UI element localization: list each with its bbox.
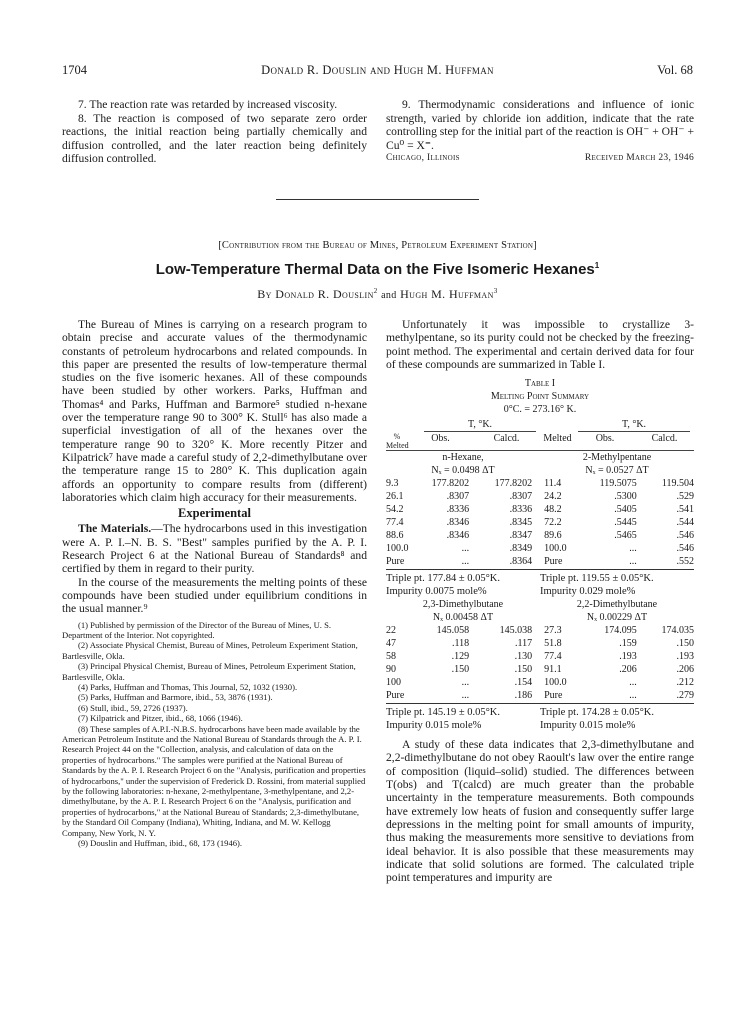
melted-cell: 51.8 — [544, 638, 562, 650]
materials-paragraph — [62, 522, 367, 575]
calcd-cell: .206 — [676, 664, 695, 676]
melting-points-paragraph: In the course of the measurements the melting points of these compounds have been studied under equilibrium conditions in the usual manner.⁹ — [62, 575, 367, 616]
running-header — [62, 63, 693, 81]
table-row — [386, 477, 694, 490]
table-row — [386, 624, 694, 637]
pct-symbol: % — [393, 432, 401, 442]
table-row — [386, 689, 694, 702]
table-block — [386, 598, 694, 732]
melted-cell: 100 — [386, 677, 401, 689]
table-row — [386, 650, 694, 663]
melted-cell: 26.1 — [386, 491, 404, 503]
calcd-cell: .8307 — [509, 491, 533, 503]
calcd-cell: .130 — [514, 651, 533, 663]
table-header — [386, 418, 694, 451]
table-row — [386, 663, 694, 676]
footnotes — [62, 620, 367, 849]
calcd-cell: .186 — [514, 690, 533, 702]
calcd-cell: .8336 — [509, 504, 533, 516]
footnote-2: (2) Associate Physical Chemist, Bureau of Mines, Petroleum Experiment Station, Bartlesville, Okla. — [62, 640, 358, 661]
mole-fraction-formula: Nₓ 0.00229 ΔT — [586, 612, 648, 624]
obs-cell: .5445 — [614, 517, 637, 529]
melted-cell: 88.6 — [386, 530, 404, 542]
running-title: Donald R. Douslin and Hugh M. Huffman — [261, 63, 494, 77]
obs-cell: .8346 — [446, 517, 470, 529]
calcd-cell: .8364 — [509, 556, 533, 568]
right-paragraph-2: A study of these data indicates that 2,3-dimethylbutane and 2,2-dimethylbutane do not obey Raoult's law over the entire range of composition (liquid–solid) studied. The differences between T(obs) and T(calcd) are much greater than the probable uncertainty in the temperature measurements. Both compounds have extremely low heats of fusion and consequently suffer large depressions in the melting point for small amounts of impurity, thus making the measurements more sensitive to deviations from ideal behavior. It is also possible that these measurements may indicate that solid solutions are formed. The calculated triple point temperatures and impurity are — [386, 738, 694, 885]
table-row — [386, 542, 694, 555]
page-number: 1704 — [62, 63, 87, 77]
obs-cell: .5300 — [614, 491, 637, 503]
and-word: and — [381, 290, 397, 301]
obs-cell: ... — [629, 690, 637, 702]
t-header-right: T, °K. — [578, 418, 690, 432]
footnote-8: (8) These samples of A.P.I.-N.B.S. hydrocarbons have been made available by the American Petroleum Institute and the National Bureau of Standards through the A. P. I. Research Project 44 on the "Collection, analysis, and calculation of data on the properties of hydrocarbons." The samples were purified at the National Bureau of Standards by the A. P. I. Research Project 6 on the "Analysis, purification and properties of hydrocarbons," under the supervision of Frederick D. Rossini, from material supplied by the following laboratories: n-hexane, 2-methylpentane, 3-methylpentane, and 2,2-dimethylbutane, by the A. P. I. Research Project 6 on the "Analysis, purification and properties of hydrocarbons," at the National Bureau of Standards; 2,3-dimethylbutane, by the Standard Oil Company (Indiana), Whiting, Indiana, and M. W. Kellogg Company, New York, N. Y. — [62, 723, 366, 838]
obs-cell: .150 — [451, 664, 470, 676]
footnote-9: (9) Douslin and Huffman, ibid., 68, 173 (1946). — [78, 838, 243, 849]
melted-cell: 90 — [386, 664, 396, 676]
obs-cell: .159 — [619, 638, 637, 650]
melted-label: Melted — [386, 441, 409, 451]
footnote-1: (1) Published by permission of the Director of the Bureau of Mines, U. S. Department of the Interior. Not copyrighted. — [62, 619, 331, 640]
table-row — [386, 516, 694, 529]
calcd-cell: 174.035 — [661, 625, 695, 637]
author-2: Hugh M. Huffman — [400, 287, 494, 301]
calcd-header-right: Calcd. — [651, 433, 678, 445]
obs-cell: .8307 — [446, 491, 470, 503]
article-left-column — [62, 318, 367, 848]
table-1 — [386, 377, 694, 732]
obs-header-right: Obs. — [595, 433, 615, 445]
article-right-column — [386, 318, 694, 884]
impurity-value: Impurity 0.015 mole% — [540, 720, 636, 732]
table-row — [386, 676, 694, 689]
obs-cell: .193 — [619, 651, 637, 663]
calcd-cell: .529 — [676, 491, 695, 503]
melted-cell: 100.0 — [544, 677, 567, 689]
author-1: Donald R. Douslin — [275, 287, 374, 301]
calcd-header-left: Calcd. — [493, 433, 520, 445]
obs-cell: ... — [629, 543, 637, 555]
calcd-cell: .279 — [676, 690, 695, 702]
obs-cell: .129 — [451, 651, 470, 663]
mole-fraction-formula: Nₓ = 0.0527 ΔT — [585, 465, 649, 477]
melted-cell: 24.2 — [544, 491, 562, 503]
calcd-cell: .150 — [514, 664, 533, 676]
melted-cell: 47 — [386, 638, 396, 650]
t-header-left: T, °K. — [424, 418, 536, 432]
calcd-cell: .154 — [514, 677, 533, 689]
by-word: By — [257, 287, 272, 301]
calcd-cell: .212 — [676, 677, 695, 689]
melted-cell: 72.2 — [544, 517, 562, 529]
melted-cell: Pure — [544, 556, 563, 568]
triple-point: Triple pt. 177.84 ± 0.05°K. — [386, 573, 500, 585]
obs-cell: .118 — [451, 638, 470, 650]
calcd-cell: .546 — [676, 530, 695, 542]
table-row — [386, 637, 694, 650]
calcd-cell: 145.038 — [499, 625, 533, 637]
footnote-5: (5) Parks, Huffman and Barmore, ibid., 53, 3876 (1931). — [78, 692, 273, 703]
calcd-cell: .193 — [676, 651, 695, 663]
calcd-cell: .8349 — [509, 543, 533, 555]
table-label: Table I — [524, 378, 556, 390]
obs-cell: ... — [461, 677, 470, 689]
obs-cell: 177.8202 — [431, 478, 470, 490]
melted-cell: 100.0 — [544, 543, 567, 555]
impurity-value: Impurity 0.015 mole% — [386, 720, 482, 732]
obs-cell: ... — [629, 677, 637, 689]
compound-name: n-Hexane, — [442, 452, 484, 464]
impurity-value: Impurity 0.0075 mole% — [386, 586, 487, 598]
table-block — [386, 451, 694, 598]
melted-cell: 58 — [386, 651, 396, 663]
conclusion-9: 9. Thermodynamic considerations and influence of ionic strength, varied by chloride ion addition, indicate that the rate controlling step for the initial part of the reaction is OH⁻ + OH⁻ + Cu⁰ = X⁼. — [386, 98, 694, 152]
calcd-cell: 119.504 — [661, 478, 695, 490]
article-separator — [276, 199, 479, 200]
table-row — [386, 503, 694, 516]
mole-fraction-formula: Nₓ = 0.0498 ΔT — [431, 465, 495, 477]
compound-name: 2-Methylpentane — [582, 452, 652, 464]
melted-cell: 11.4 — [544, 478, 562, 490]
melted-cell: 77.4 — [386, 517, 404, 529]
table-caption: Melting Point Summary — [490, 391, 590, 403]
obs-cell: ... — [461, 556, 470, 568]
obs-cell: .5405 — [614, 504, 637, 516]
table-zero-note: 0°C. = 273.16° K. — [503, 404, 577, 416]
experimental-heading: Experimental — [178, 506, 251, 521]
footnote-7: (7) Kilpatrick and Pitzer, ibid., 68, 1066 (1946). — [78, 713, 243, 724]
materials-heading: The Materials. — [78, 522, 152, 536]
prev-article-right — [386, 98, 694, 166]
melted-cell: Pure — [386, 690, 405, 702]
melted-cell: 9.3 — [386, 478, 399, 490]
obs-cell: .206 — [619, 664, 637, 676]
melted-cell: Pure — [386, 556, 405, 568]
calcd-cell: .117 — [514, 638, 533, 650]
author-2-mark: 3 — [493, 287, 498, 295]
right-paragraph-1: Unfortunately it was impossible to crystallize 3-methylpentane, so its purity could not be checked by the freezing-point method. The experimental and certain derived data for four of these compounds are summarized in Table I. — [386, 318, 694, 371]
obs-cell: .8336 — [446, 504, 470, 516]
melted-cell: 48.2 — [544, 504, 562, 516]
prev-received: Received March 23, 1946 — [584, 153, 694, 163]
calcd-cell: .8345 — [509, 517, 533, 529]
prev-article-left — [62, 98, 367, 166]
melted-cell: Pure — [544, 690, 563, 702]
table-row — [386, 555, 694, 568]
table-row — [386, 490, 694, 503]
mole-fraction-formula: Nₓ 0.00458 ΔT — [432, 612, 494, 624]
obs-cell: 174.095 — [604, 625, 637, 637]
melted-cell: 91.1 — [544, 664, 562, 676]
calcd-cell: .150 — [676, 638, 695, 650]
table-body — [386, 451, 694, 732]
calcd-cell: 177.8202 — [494, 478, 533, 490]
intro-paragraph: The Bureau of Mines is carrying on a research program to obtain precise and accurate values of the thermodynamic constants of petroleum hydrocarbons and related compounds. In this paper are presented the results of low-temperature thermal studies on the five isomeric hexanes. All of these compounds have been studied by other workers. Parks, Huffman and Thomas⁴ and Parks, Huffman and Barmore⁵ studied n-hexane over the temperature range 90 to 300° K. Stull⁶ has also made a superficial investigation of all of the hexanes over the temperature range 90 to 320° K. More recently Pitzer and Kilpatrick⁷ have made a careful study of 2,2-dimethylbutane over the temperature range 15 to 280° K. This duplication again affords an opportunity to compare results from (different) laboratories which claim high accuracy for their measurements. — [62, 318, 367, 504]
triple-point: Triple pt. 174.28 ± 0.05°K. — [540, 707, 654, 719]
author-1-mark: 2 — [373, 287, 378, 295]
article-title — [0, 261, 755, 278]
materials-text: —The hydrocarbons used in this investigation were A. P. I.–N. B. S. "Best" samples purified by the A. P. I. Research Project 6 at the National Bureau of Standards⁸ and certified by them in regard to their purity. — [62, 522, 367, 576]
impurity-value: Impurity 0.029 mole% — [540, 586, 636, 598]
col-melted-left — [386, 432, 408, 450]
contribution-line: [Contribution from the Bureau of Mines, Petroleum Experiment Station] — [218, 240, 537, 251]
title-footnote-mark: 1 — [594, 261, 600, 270]
calcd-cell: .541 — [676, 504, 695, 516]
volume-number: Vol. 68 — [657, 63, 693, 77]
melted-cell: 100.0 — [386, 543, 409, 555]
obs-cell: 119.5075 — [599, 478, 637, 490]
melted-header-right: Melted — [543, 433, 572, 445]
table-rule — [386, 569, 694, 570]
obs-cell: .5465 — [614, 530, 637, 542]
author-line — [0, 287, 755, 302]
calcd-cell: .546 — [676, 543, 695, 555]
obs-cell: ... — [461, 690, 470, 702]
calcd-cell: .544 — [676, 517, 695, 529]
footnote-6: (6) Stull, ibid., 59, 2726 (1937). — [78, 702, 188, 713]
table-row — [386, 529, 694, 542]
calcd-cell: .552 — [676, 556, 695, 568]
article-title-text: Low-Temperature Thermal Data on the Five Isomeric Hexanes — [155, 261, 595, 278]
table-rule — [386, 703, 694, 704]
obs-header-left: Obs. — [431, 433, 450, 445]
conclusion-7: 7. The reaction rate was retarded by increased viscosity. — [78, 98, 338, 111]
melted-cell: 89.6 — [544, 530, 562, 542]
conclusion-8: 8. The reaction is composed of two separate zero order reactions, the initial reaction being partially chemically and diffusion controlled, and the later reaction being definitely diffusion controlled. — [62, 111, 367, 165]
prev-location: Chicago, Illinois — [386, 153, 460, 163]
obs-cell: .8346 — [446, 530, 470, 542]
triple-point: Triple pt. 119.55 ± 0.05°K. — [540, 573, 654, 585]
melted-cell: 54.2 — [386, 504, 404, 516]
footnote-4: (4) Parks, Huffman and Thomas, This Journal, 52, 1032 (1930). — [78, 681, 298, 692]
melted-cell: 27.3 — [544, 625, 562, 637]
melted-cell: 22 — [386, 625, 396, 637]
obs-cell: 145.058 — [436, 625, 470, 637]
compound-name: 2,3-Dimethylbutane — [422, 599, 504, 611]
calcd-cell: .8347 — [509, 530, 533, 542]
compound-name: 2,2-Dimethylbutane — [576, 599, 658, 611]
triple-point: Triple pt. 145.19 ± 0.05°K. — [386, 707, 500, 719]
footnote-3: (3) Principal Physical Chemist, Bureau of Mines, Petroleum Experiment Station, Bartlesville, Okla. — [62, 661, 356, 682]
obs-cell: ... — [461, 543, 470, 555]
melted-cell: 77.4 — [544, 651, 562, 663]
obs-cell: ... — [629, 556, 637, 568]
